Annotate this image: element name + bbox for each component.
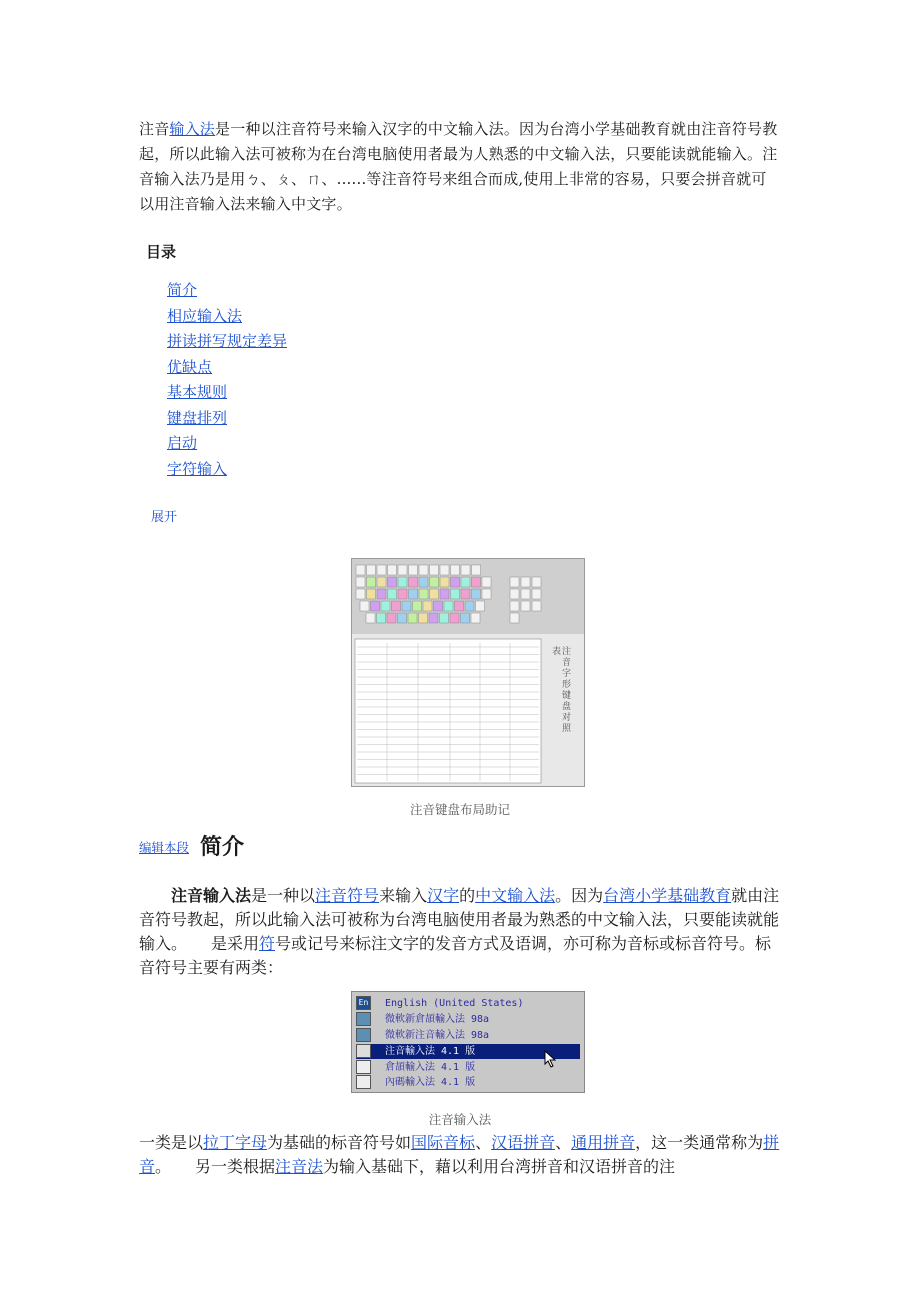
keyboard-key — [450, 613, 459, 623]
keyboard-key — [356, 589, 365, 599]
text: 号或记号来标注文字的发音方式及语调，亦可称为音标或标音符号。标音符号主要有两类： — [139, 934, 772, 977]
keyboard-key — [419, 565, 428, 575]
keyboard-key — [461, 577, 470, 587]
figure1-caption: 注音键盘布局助记 — [409, 802, 510, 817]
keyboard-key — [471, 613, 480, 623]
keyboard-key — [510, 589, 519, 599]
text: 。因为 — [555, 886, 604, 905]
link-chinese-input[interactable]: 中文输入法 — [475, 886, 556, 905]
keyboard-key — [451, 589, 460, 599]
keyboard-key — [476, 601, 485, 611]
text: 为基础的标音符号如 — [267, 1133, 412, 1152]
ime-icon — [356, 1075, 371, 1089]
link-zhuyin-method[interactable]: 注音法 — [275, 1157, 324, 1176]
keyboard-key — [367, 589, 376, 599]
ime-label: English (United States) — [385, 998, 524, 1009]
keyboard-key — [360, 601, 369, 611]
figure2-caption: 注音输入法 — [428, 1112, 492, 1127]
ime-label: 內碼輸入法 4.1 版 — [385, 1077, 476, 1088]
keyboard-key — [377, 565, 386, 575]
keyboard-key — [532, 589, 541, 599]
keyboard-key — [388, 565, 397, 575]
keyboard-key — [430, 589, 439, 599]
ime-icon — [356, 1060, 371, 1074]
link-hanzi[interactable]: 汉字 — [427, 886, 460, 905]
keyboard-key — [423, 601, 432, 611]
text: 的 — [459, 886, 476, 905]
keyboard-key — [409, 589, 418, 599]
keyboard-key — [356, 565, 365, 575]
side-note: 注音字形键盘对照表 — [552, 647, 572, 734]
keyboard-key — [402, 601, 411, 611]
keyboard-key — [434, 601, 443, 611]
toc-item-keyboard[interactable]: 键盘排列 — [167, 408, 228, 427]
keyboard-key — [430, 577, 439, 587]
ime-row — [356, 1012, 580, 1027]
ime-label: 倉頡輸入法 4.1 版 — [385, 1062, 476, 1073]
keyboard-key — [419, 589, 428, 599]
keyboard-key — [461, 589, 470, 599]
ime-icon — [356, 1028, 371, 1042]
keyboard-key — [367, 565, 376, 575]
keyboard-key — [398, 613, 407, 623]
keyboard-key — [521, 589, 530, 599]
keyboard-key — [440, 565, 449, 575]
keyboard-layout-graphic — [352, 559, 584, 786]
keyboard-key — [381, 601, 390, 611]
keyboard-key — [472, 565, 481, 575]
link-ipa[interactable]: 国际音标 — [411, 1133, 476, 1152]
keyboard-key — [444, 601, 453, 611]
link-input-method[interactable]: 输入法 — [169, 120, 216, 138]
keyboard-key — [371, 601, 380, 611]
toc-item-rules[interactable]: 基本规则 — [167, 383, 228, 401]
keyboard-key — [521, 577, 530, 587]
text: 就由注音符号教起，所以此输入法可被称为台湾电脑使用者最为熟悉的中文输入法，只要能读就能输入。 是采用 — [139, 886, 780, 953]
text: 为输入基础下，藉以利用台湾拼音和汉语拼音的注 — [323, 1157, 676, 1176]
bold-term: 注音输入法 — [171, 886, 252, 905]
keyboard-key — [419, 577, 428, 587]
text: 、 — [555, 1133, 572, 1152]
intro-paragraph — [139, 117, 781, 217]
keyboard-key — [408, 613, 417, 623]
ime-icon — [356, 1044, 371, 1058]
text: 是一种以 — [251, 886, 316, 905]
keyboard-key — [451, 577, 460, 587]
keyboard-key — [521, 601, 530, 611]
keyboard-key — [482, 589, 491, 599]
body-paragraph-1 — [139, 884, 781, 980]
keyboard-key — [409, 565, 418, 575]
keyboard-key — [532, 601, 541, 611]
ime-row — [356, 996, 580, 1011]
keyboard-key — [440, 613, 449, 623]
keyboard-key — [388, 589, 397, 599]
link-pinyin[interactable]: 拼音 — [139, 1133, 780, 1176]
keyboard-key — [429, 613, 438, 623]
body-paragraph-2 — [139, 1131, 781, 1179]
toc-item-related[interactable]: 相应输入法 — [167, 306, 243, 325]
keyboard-key — [377, 589, 386, 599]
keyboard-key — [377, 613, 386, 623]
text: ，这一类通常称为 — [635, 1133, 764, 1152]
ime-row — [356, 1028, 580, 1043]
keyboard-key — [387, 613, 396, 623]
link-tongyong-pinyin[interactable]: 通用拼音 — [571, 1133, 636, 1152]
toc-list — [167, 278, 287, 482]
keyboard-key — [510, 601, 519, 611]
keyboard-key — [532, 577, 541, 587]
keyboard-key — [392, 601, 401, 611]
ime-icon — [356, 1012, 371, 1026]
keyboard-key — [398, 565, 407, 575]
toc-item-char-input[interactable]: 字符输入 — [167, 459, 228, 478]
ime-row — [356, 1075, 580, 1090]
keyboard-key — [455, 601, 464, 611]
ime-label: 注音輸入法 4.1 版 — [385, 1046, 476, 1057]
keyboard-key — [413, 601, 422, 611]
cursor-icon — [544, 1050, 558, 1068]
link-taiwan-education[interactable]: 台湾小学基础教育 — [603, 886, 732, 905]
keyboard-key — [419, 613, 428, 623]
keyboard-key — [398, 577, 407, 587]
intro-text-rest: 是一种以注音符号来输入汉字的中文输入法。因为台湾小学基础教育就由注音符号教起，所以此输入法可被称为在台湾电脑使用者最为人熟悉的中文输入法，只要能读就能输入。注音输入法乃是用ㄅ、ㄆ、ㄇ、......等注音符号来组合而成,使用上非常的容易，只要会拼音就可以用注音输入法来输入中文字。 — [139, 120, 778, 213]
keyboard-key — [510, 613, 519, 623]
keyboard-key — [377, 577, 386, 587]
keyboard-key — [472, 589, 481, 599]
keyboard-key — [366, 613, 375, 623]
text: 、 — [475, 1133, 492, 1152]
ime-menu-image — [351, 991, 585, 1093]
toc-title: 目录 — [146, 243, 177, 261]
keyboard-key — [440, 589, 449, 599]
keyboard-key — [465, 601, 474, 611]
toc-item-spelling[interactable]: 拼读拼写规定差异 — [167, 332, 288, 350]
link-latin-alphabet[interactable]: 拉丁字母 — [203, 1133, 268, 1152]
text: 来输入 — [379, 886, 428, 905]
text: 一类是以 — [139, 1133, 204, 1152]
section-title: 简介 — [200, 835, 245, 860]
keyboard-key — [367, 577, 376, 587]
keyboard-key — [472, 577, 481, 587]
keyboard-key — [430, 565, 439, 575]
keyboard-key — [388, 577, 397, 587]
ime-label: 微軟新注音輸入法 98a — [385, 1030, 490, 1041]
keyboard-key — [461, 565, 470, 575]
keyboard-key — [356, 577, 365, 587]
english-icon: En — [356, 996, 371, 1010]
keyboard-key — [510, 577, 519, 587]
link-zhuyin-symbols[interactable]: 注音符号 — [315, 886, 380, 905]
toc-item-launch[interactable]: 启动 — [167, 434, 198, 452]
ime-label: 微軟新倉頡輸入法 98a — [385, 1014, 490, 1025]
link-hanyu-pinyin[interactable]: 汉语拼音 — [491, 1133, 556, 1152]
toc-item-pros-cons[interactable]: 优缺点 — [167, 357, 213, 376]
link-symbol[interactable]: 符 — [259, 934, 276, 953]
expand-link[interactable]: 展开 — [151, 510, 178, 525]
edit-section-link[interactable]: 编辑本段 — [139, 840, 190, 855]
keyboard-key — [398, 589, 407, 599]
keyboard-key — [409, 577, 418, 587]
keyboard-layout-image — [351, 558, 585, 787]
keyboard-key — [451, 565, 460, 575]
toc-item-intro[interactable]: 简介 — [167, 281, 198, 299]
intro-text: 注音 — [139, 120, 170, 138]
keyboard-key — [440, 577, 449, 587]
text: 。 另一类根据 — [155, 1157, 276, 1176]
keyboard-key — [482, 577, 491, 587]
keyboard-key — [461, 613, 470, 623]
